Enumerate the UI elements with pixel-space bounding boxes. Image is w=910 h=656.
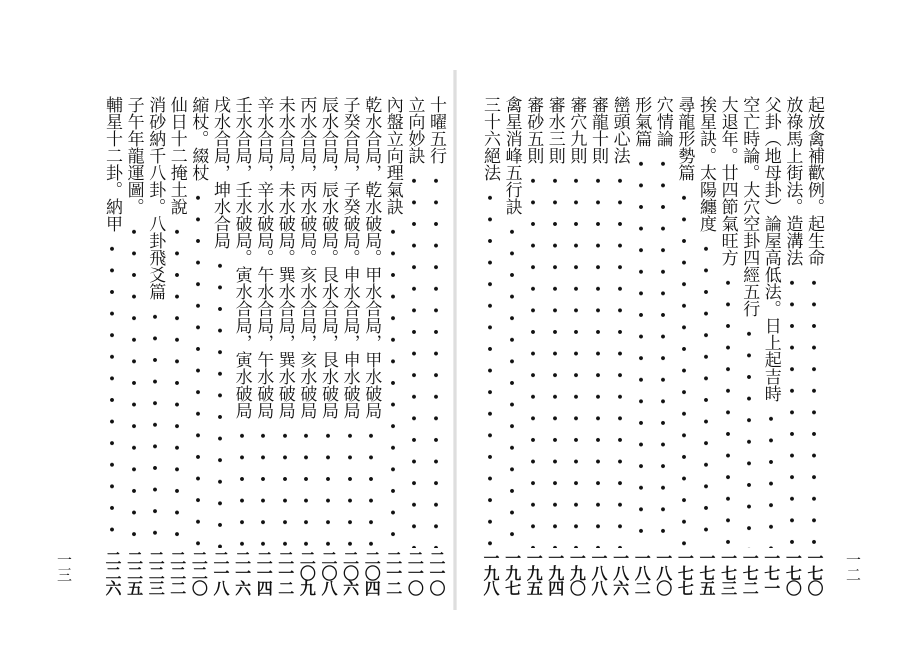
- toc-entry: [403, 96, 425, 606]
- leader-dots: [317, 425, 339, 548]
- toc-entry-title: 審砂五則: [523, 96, 544, 164]
- toc-entry-page: 一七五: [697, 550, 716, 595]
- toc-entry-title: 穴情論: [652, 96, 673, 147]
- toc-entry-page: 二一二: [275, 550, 295, 595]
- toc-entry-page: 一七一: [761, 550, 781, 595]
- toc-entry-title: 丙水合局，丙水破局。亥水合局，亥水破局: [296, 96, 317, 419]
- toc-entry: [760, 96, 782, 606]
- toc-entry-title: 十曜五行: [426, 96, 446, 164]
- toc-entry-title: 父卦（地母卦）論屋高低法。日上起吉時: [760, 96, 781, 402]
- left-folio: 一三: [55, 552, 73, 582]
- toc-entry: [166, 96, 188, 606]
- toc-entry-page: 一九四: [545, 550, 565, 595]
- toc-entry-title: 三十六絕法: [480, 96, 500, 181]
- leader-dots: [695, 238, 717, 548]
- toc-entry: [101, 96, 123, 606]
- toc-entry: [565, 96, 587, 606]
- leader-dots: [425, 170, 447, 548]
- leader-dots: [652, 153, 674, 548]
- toc-entry-page: 二一二: [383, 550, 403, 595]
- leader-dots: [101, 238, 123, 548]
- toc-entry-title: 禽星消峰五行訣: [501, 96, 522, 215]
- toc-entry-title: 消砂納千八卦。八卦飛爻篇: [145, 96, 166, 300]
- leader-dots: [587, 170, 609, 548]
- toc-entry: [695, 96, 717, 606]
- toc-entry-title: 審龍十則: [588, 96, 608, 164]
- toc-entry: [252, 96, 274, 606]
- toc-entry-page: 二二二: [167, 550, 187, 595]
- toc-entry: [295, 96, 317, 606]
- leader-dots: [501, 221, 523, 548]
- toc-entry-title: 內盤立向理氣訣: [382, 96, 403, 215]
- toc-entry-page: 一八八: [589, 550, 608, 595]
- toc-entry-title: 大退年。廿四節氣旺方: [717, 96, 738, 266]
- leader-dots: [209, 255, 231, 548]
- toc-entry-page: 一九七: [502, 550, 522, 595]
- toc-entry-page: 一九八: [481, 550, 500, 595]
- toc-entry: [522, 96, 544, 606]
- leader-dots: [123, 221, 145, 548]
- toc-entry: [209, 96, 231, 606]
- toc-entry: [231, 96, 253, 606]
- toc-entry: [673, 96, 695, 606]
- toc-entry-page: 二一八: [211, 550, 230, 595]
- leader-dots: [360, 425, 382, 548]
- toc-entry-title: 輔星十二卦。納甲: [102, 96, 122, 232]
- toc-entry: [360, 96, 382, 606]
- toc-entry-title: 審穴九則: [566, 96, 587, 164]
- toc-entry-page: 一七七: [675, 550, 695, 595]
- toc-entry-title: 仙日十二掩土說: [166, 96, 187, 215]
- toc-entry-title: 立向妙訣: [404, 96, 425, 164]
- leader-dots: [630, 153, 652, 548]
- toc-entry-title: 乾水合局，乾水破局。甲水合局，甲水破局: [361, 96, 382, 419]
- toc-entry-page: 二〇九: [297, 550, 317, 595]
- toc-entry: [587, 96, 609, 606]
- toc-entry: [501, 96, 523, 606]
- leader-dots: [252, 425, 274, 548]
- toc-entry-page: 一八二: [632, 550, 652, 595]
- toc-entry-page: 二一〇: [405, 550, 425, 595]
- toc-entry: [544, 96, 566, 606]
- toc-entry: [609, 96, 631, 606]
- toc-entry-title: 尋龍形勢篇: [674, 96, 695, 181]
- toc-entry-page: 一七三: [718, 550, 738, 595]
- toc-entry: [630, 96, 652, 606]
- toc-entry-page: 二〇八: [319, 550, 338, 595]
- toc-entry: [738, 96, 760, 606]
- toc-entry-title: 巒頭心法: [609, 96, 630, 164]
- leader-dots: [781, 272, 803, 548]
- toc-entry-title: 起放禽補歡例。起生命: [804, 96, 824, 266]
- leader-dots: [673, 187, 695, 548]
- leader-dots: [403, 170, 425, 548]
- leader-dots: [231, 425, 253, 548]
- leader-dots: [479, 187, 501, 548]
- leader-dots: [803, 272, 825, 548]
- leader-dots: [760, 408, 782, 548]
- toc-entry: [144, 96, 166, 606]
- leader-dots: [738, 323, 760, 548]
- toc-entry-page: 二一四: [254, 550, 274, 595]
- toc-entry-page: 一七二: [740, 550, 760, 595]
- toc-entry-title: 壬水合局，壬水破局。寅水合局，寅水破局: [231, 96, 252, 419]
- leader-dots: [187, 187, 209, 548]
- toc-entry: [382, 96, 404, 606]
- leader-dots: [166, 221, 188, 548]
- leader-dots: [544, 170, 566, 548]
- toc-entry: [123, 96, 145, 606]
- toc-entry-title: 形氣篇: [631, 96, 652, 147]
- leader-dots: [339, 425, 361, 548]
- toc-entry-page: 一八六: [610, 550, 630, 595]
- toc-entry: [187, 96, 209, 606]
- toc-entry: [803, 96, 825, 606]
- toc-entry-page: 二〇四: [362, 550, 382, 595]
- toc-entry: [425, 96, 447, 606]
- leader-dots: [295, 425, 317, 548]
- toc-entry-title: 辰水合局，辰水破局。艮水合局，艮水破局: [318, 96, 338, 419]
- toc-entry: [274, 96, 296, 606]
- toc-entry: [317, 96, 339, 606]
- toc-entry-page: 一九〇: [567, 550, 587, 595]
- toc-entry: [652, 96, 674, 606]
- toc-entry-page: 二〇六: [340, 550, 360, 595]
- toc-entry-page: 二二五: [124, 550, 144, 595]
- leader-dots: [274, 425, 296, 548]
- toc-entry-title: 放祿馬上街法。造溝法: [782, 96, 803, 266]
- toc-entry-title: 審水三則: [544, 96, 565, 164]
- toc-entry-title: 挨星訣。太陽纏度: [696, 96, 716, 232]
- toc-entry-title: 縮杖。綴杖: [188, 96, 209, 181]
- leader-dots: [382, 221, 404, 548]
- leader-dots: [717, 272, 739, 548]
- toc-entry-title: 未水合局，未水破局。巽水合局，巽水破局: [274, 96, 295, 419]
- leader-dots: [144, 306, 166, 548]
- toc-entry-page: 一七〇: [805, 550, 824, 595]
- toc-entry-title: 子癸合局，子癸破局。申水合局，申水破局: [339, 96, 360, 419]
- leader-dots: [609, 170, 631, 548]
- toc-entry-page: 二二三: [146, 550, 166, 595]
- toc-entry-page: 二一〇: [427, 550, 446, 595]
- toc-entry: [339, 96, 361, 606]
- toc-entry-page: 一九五: [524, 550, 544, 595]
- toc-entry-title: 子午年龍運圖。: [123, 96, 144, 215]
- toc-entry-title: 辛水合局，辛水破局。午水合局，午水破局: [253, 96, 274, 419]
- leader-dots: [522, 170, 544, 548]
- right-folio: 一二: [844, 552, 862, 582]
- toc-entry-title: 空亡時論。大穴空卦四經五行: [739, 96, 760, 317]
- leader-dots: [565, 170, 587, 548]
- toc-entry-page: 二一六: [232, 550, 252, 595]
- toc-entry-title: 戌水合局，坤水合局: [210, 96, 230, 249]
- toc-entry-page: 二二六: [103, 550, 122, 595]
- toc-entry: [781, 96, 803, 606]
- toc-entry: [479, 96, 501, 606]
- toc-entry: [717, 96, 739, 606]
- toc-entry-page: 二二〇: [189, 550, 209, 595]
- toc-entry-page: 一八〇: [653, 550, 673, 595]
- toc-entry-page: 一七〇: [783, 550, 803, 595]
